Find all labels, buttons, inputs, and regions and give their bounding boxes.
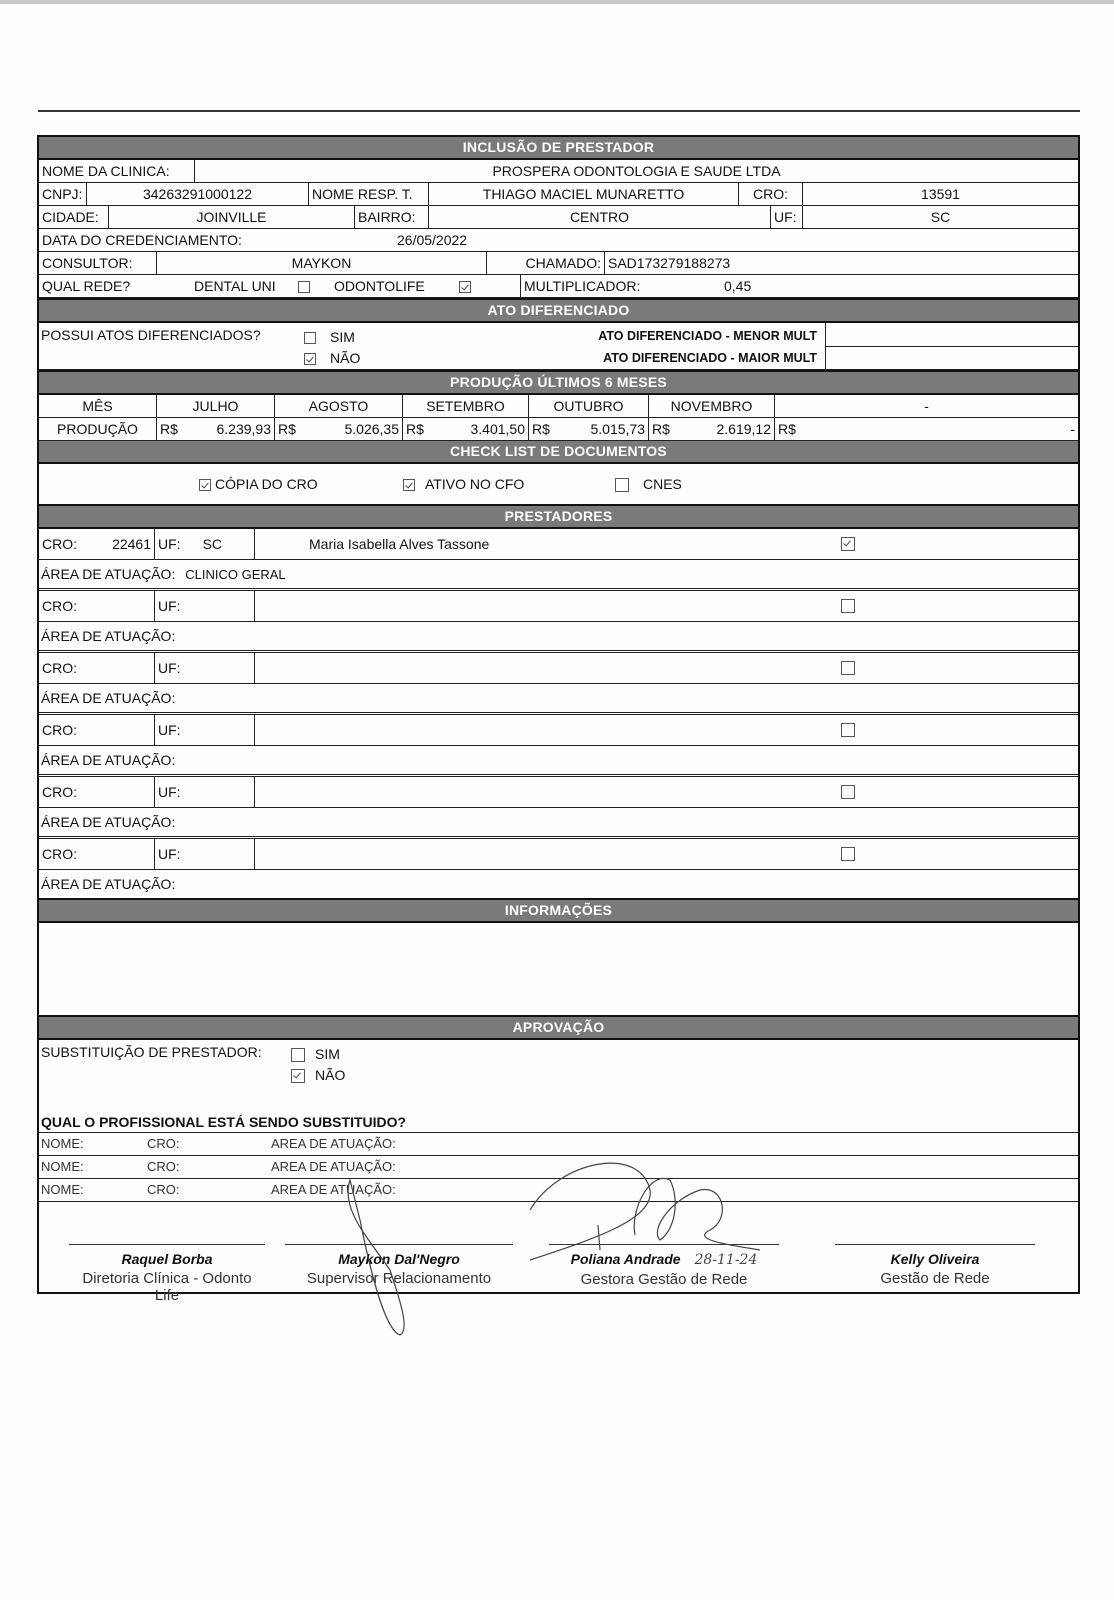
uf-label: UF: bbox=[158, 846, 181, 862]
ato-menor-label: ATO DIFERENCIADO - MENOR MULT bbox=[598, 329, 817, 343]
substituicao-section bbox=[39, 1040, 1078, 1112]
prestador-area-row bbox=[39, 684, 1078, 715]
currency: R$ bbox=[652, 421, 670, 437]
prestador-cro[interactable] bbox=[39, 653, 155, 683]
handwritten-date: 28-11-24 bbox=[694, 1252, 758, 1268]
subst-row[interactable] bbox=[39, 1133, 1078, 1156]
consultor-value[interactable]: MAYKON bbox=[157, 252, 487, 274]
clinic-value[interactable]: PROSPERA ODONTOLOGIA E SAUDE LTDA bbox=[492, 163, 781, 179]
copia-cro-checkbox[interactable] bbox=[199, 479, 211, 491]
uf-label: UF: bbox=[158, 722, 181, 738]
checklist-copia-cro[interactable] bbox=[199, 464, 318, 504]
ato-nao-label: NÃO bbox=[330, 350, 361, 366]
currency: R$ bbox=[532, 421, 550, 437]
chamado-label: CHAMADO: bbox=[487, 252, 605, 274]
signature-maykon bbox=[285, 1244, 513, 1287]
cnes-label: CNES bbox=[643, 476, 682, 492]
clinic-label: NOME DA CLINICA: bbox=[39, 160, 195, 182]
odontolife-checkbox[interactable] bbox=[459, 281, 471, 293]
sig-line bbox=[549, 1244, 779, 1245]
month-novembro: NOVEMBRO bbox=[649, 395, 775, 417]
area-value[interactable]: CLINICO GERAL bbox=[185, 567, 286, 582]
subst-question: QUAL O PROFISSIONAL ESTÁ SENDO SUBSTITUIDO? bbox=[39, 1112, 1078, 1133]
prestador-name[interactable] bbox=[255, 591, 1078, 621]
data-cred-label: DATA DO CREDENCIAMENTO: bbox=[42, 232, 242, 248]
prestador-area-row bbox=[39, 560, 1078, 591]
prestador-name[interactable] bbox=[255, 715, 1078, 745]
subst-label: SUBSTITUIÇÃO DE PRESTADOR: bbox=[41, 1044, 262, 1060]
cro-value[interactable]: 13591 bbox=[921, 186, 960, 202]
month-agosto: AGOSTO bbox=[275, 395, 403, 417]
sig-role: Supervisor Relacionamento bbox=[306, 1270, 492, 1287]
subst-cro: CRO: bbox=[147, 1136, 180, 1151]
data-cred-filler bbox=[489, 229, 1078, 251]
consultor-label: CONSULTOR: bbox=[39, 252, 157, 274]
sig-role: Diretoria Clínica - Odonto Life bbox=[82, 1270, 252, 1304]
producao-julho[interactable] bbox=[157, 418, 275, 440]
currency: R$ bbox=[278, 421, 296, 437]
prestadores-header: PRESTADORES bbox=[39, 504, 1078, 529]
subst-sim-checkbox[interactable] bbox=[291, 1048, 305, 1062]
area-label: ÁREA DE ATUAÇÃO: bbox=[41, 752, 176, 768]
subst-area: AREA DE ATUAÇÃO: bbox=[271, 1182, 396, 1197]
prestador-name[interactable] bbox=[255, 839, 1078, 869]
header-rule bbox=[38, 110, 1080, 112]
subst-nome: NOME: bbox=[41, 1136, 84, 1151]
producao-outubro[interactable] bbox=[529, 418, 649, 440]
cnpj-label: CNPJ: bbox=[39, 183, 87, 205]
prestador-uf[interactable] bbox=[155, 715, 255, 745]
consultor-row bbox=[39, 252, 1078, 275]
producao-values-row bbox=[39, 418, 1078, 441]
cnes-checkbox[interactable] bbox=[615, 478, 629, 492]
sig-name: Maykon Dal'Negro bbox=[338, 1251, 460, 1267]
prestador-cro[interactable] bbox=[39, 529, 155, 559]
area-label: ÁREA DE ATUAÇÃO: bbox=[41, 876, 176, 892]
sig-name: Raquel Borba bbox=[121, 1251, 213, 1267]
cro-label: CRO: bbox=[42, 598, 77, 614]
month-6: - bbox=[924, 398, 929, 414]
aprovacao-header: APROVAÇÃO bbox=[39, 1015, 1078, 1040]
prestador-checkbox[interactable] bbox=[841, 847, 855, 861]
ato-maior-value[interactable] bbox=[826, 347, 1078, 370]
ativo-cfo-label: ATIVO NO CFO bbox=[425, 476, 525, 492]
prestador-row bbox=[39, 777, 1078, 808]
subst-row[interactable] bbox=[39, 1179, 1078, 1202]
cro-label: CRO: bbox=[739, 183, 803, 205]
prestador-row bbox=[39, 591, 1078, 622]
data-cred-value[interactable]: 26/05/2022 bbox=[397, 232, 468, 248]
prestador-uf[interactable] bbox=[155, 591, 255, 621]
subst-row[interactable] bbox=[39, 1156, 1078, 1179]
prestadores-list bbox=[39, 529, 1078, 898]
resp-label: NOME RESP. T. bbox=[309, 183, 429, 205]
checklist-section bbox=[39, 464, 1078, 504]
value: 5.015,73 bbox=[590, 421, 645, 437]
checklist-ativo-cfo[interactable] bbox=[403, 464, 524, 504]
name-value: Maria Isabella Alves Tassone bbox=[309, 536, 490, 552]
scan-top-edge bbox=[0, 0, 1114, 4]
uf-label: UF: bbox=[158, 536, 181, 552]
ato-nao-checkbox[interactable] bbox=[304, 353, 316, 365]
prestador-area-row bbox=[39, 746, 1078, 777]
signatures bbox=[39, 1202, 1078, 1304]
subst-nao-checkbox[interactable] bbox=[291, 1069, 305, 1083]
chamado-value[interactable]: SAD173279188273 bbox=[608, 255, 731, 271]
cidade-label: CIDADE: bbox=[39, 206, 109, 228]
cidade-row bbox=[39, 206, 1078, 229]
uf-label: UF: bbox=[771, 206, 803, 228]
signature-poliana bbox=[549, 1244, 779, 1288]
subst-nao-label: NÃO bbox=[315, 1067, 346, 1083]
producao-header: PRODUÇÃO ÚLTIMOS 6 MESES bbox=[39, 370, 1078, 395]
uf-value[interactable]: SC bbox=[930, 209, 951, 225]
value: 6.239,93 bbox=[216, 421, 271, 437]
form-title: INCLUSÃO DE PRESTADOR bbox=[39, 137, 1078, 160]
multiplicador-label: MULTIPLICADOR: bbox=[524, 278, 641, 294]
cnpj-value[interactable]: 34263291000122 bbox=[87, 183, 309, 205]
inclusao-prestador-form bbox=[37, 135, 1080, 1304]
sig-role: Gestão de Rede bbox=[880, 1270, 990, 1287]
bairro-label: BAIRRO: bbox=[355, 206, 429, 228]
rede-option-odontolife[interactable] bbox=[331, 275, 521, 297]
resp-value[interactable]: THIAGO MACIEL MUNARETTO bbox=[429, 183, 739, 205]
prestador-cro[interactable] bbox=[39, 777, 155, 807]
cro-value: 22461 bbox=[112, 536, 151, 552]
prestador-name[interactable] bbox=[255, 653, 1078, 683]
ato-options bbox=[304, 323, 504, 369]
prestador-checkbox[interactable] bbox=[841, 785, 855, 799]
prestador-uf[interactable] bbox=[155, 777, 255, 807]
ato-maior-label: ATO DIFERENCIADO - MAIOR MULT bbox=[603, 351, 817, 365]
subst-cro: CRO: bbox=[147, 1182, 180, 1197]
checklist-header: CHECK LIST DE DOCUMENTOS bbox=[39, 441, 1078, 464]
signature-kelly bbox=[835, 1244, 1035, 1287]
uf-value: SC bbox=[202, 536, 223, 552]
rede-option-dental-uni[interactable] bbox=[191, 275, 331, 297]
ato-mult-labels bbox=[504, 323, 826, 369]
prestador-row bbox=[39, 529, 1078, 560]
prestador-cro[interactable] bbox=[39, 839, 155, 869]
cnpj-row bbox=[39, 183, 1078, 206]
month-outubro: OUTUBRO bbox=[529, 395, 649, 417]
prestador-row bbox=[39, 839, 1078, 870]
producao-6[interactable] bbox=[775, 418, 1078, 440]
value: 3.401,50 bbox=[470, 421, 525, 437]
prestador-cro[interactable] bbox=[39, 715, 155, 745]
rede-label: QUAL REDE? bbox=[42, 278, 131, 294]
prestador-row bbox=[39, 653, 1078, 684]
informacoes-header: INFORMAÇÕES bbox=[39, 898, 1078, 923]
ato-diferenciado-section bbox=[39, 323, 1078, 370]
odontolife-label: ODONTOLIFE bbox=[334, 278, 425, 294]
subst-area: AREA DE ATUAÇÃO: bbox=[271, 1136, 396, 1151]
area-label: ÁREA DE ATUAÇÃO: bbox=[41, 814, 176, 830]
cro-label: CRO: bbox=[42, 536, 77, 552]
subst-sim-option[interactable] bbox=[291, 1044, 345, 1065]
ato-menor-value[interactable] bbox=[826, 323, 1078, 347]
value: - bbox=[1070, 421, 1075, 437]
prestador-uf[interactable] bbox=[155, 653, 255, 683]
currency: R$ bbox=[406, 421, 424, 437]
mes-label: MÊS bbox=[39, 395, 157, 417]
ato-mult-values bbox=[826, 323, 1078, 369]
producao-agosto[interactable] bbox=[275, 418, 403, 440]
uf-label: UF: bbox=[158, 598, 181, 614]
subst-list bbox=[39, 1133, 1078, 1202]
data-cred-row bbox=[39, 229, 1078, 252]
prestador-checkbox[interactable] bbox=[841, 661, 855, 675]
sig-name: Poliana Andrade bbox=[570, 1251, 681, 1267]
ato-sim-checkbox[interactable] bbox=[304, 332, 316, 344]
area-label: ÁREA DE ATUAÇÃO: bbox=[41, 628, 176, 644]
ativo-cfo-checkbox[interactable] bbox=[403, 479, 415, 491]
ato-nao-option[interactable] bbox=[304, 348, 504, 369]
value: 5.026,35 bbox=[344, 421, 399, 437]
multiplicador-value[interactable]: 0,45 bbox=[724, 278, 752, 294]
currency: R$ bbox=[160, 421, 178, 437]
month-julho: JULHO bbox=[157, 395, 275, 417]
clinic-row bbox=[39, 160, 1078, 183]
subst-sim-label: SIM bbox=[315, 1046, 340, 1062]
prestador-checkbox[interactable] bbox=[841, 537, 855, 551]
subst-nome: NOME: bbox=[41, 1182, 84, 1197]
producao-label: PRODUÇÃO bbox=[39, 418, 157, 440]
ato-sim-label: SIM bbox=[330, 329, 355, 345]
dental-uni-label: DENTAL UNI bbox=[194, 278, 276, 294]
producao-months-row bbox=[39, 395, 1078, 418]
bairro-value[interactable]: CENTRO bbox=[429, 206, 771, 228]
cro-label: CRO: bbox=[42, 846, 77, 862]
ato-sim-option[interactable] bbox=[304, 327, 504, 348]
checklist-cnes[interactable] bbox=[615, 464, 682, 504]
prestador-checkbox[interactable] bbox=[841, 723, 855, 737]
cro-label: CRO: bbox=[42, 660, 77, 676]
cro-label: CRO: bbox=[42, 784, 77, 800]
subst-nome: NOME: bbox=[41, 1159, 84, 1174]
value: 2.619,12 bbox=[716, 421, 771, 437]
signature-raquel bbox=[69, 1244, 265, 1304]
month-setembro: SETEMBRO bbox=[403, 395, 529, 417]
producao-novembro[interactable] bbox=[649, 418, 775, 440]
uf-label: UF: bbox=[158, 784, 181, 800]
cro-label: CRO: bbox=[42, 722, 77, 738]
ato-question: POSSUI ATOS DIFERENCIADOS? bbox=[41, 327, 261, 343]
copia-cro-label: CÓPIA DO CRO bbox=[215, 476, 318, 492]
producao-setembro[interactable] bbox=[403, 418, 529, 440]
area-label: ÁREA DE ATUAÇÃO: bbox=[41, 566, 176, 582]
subst-nao-option[interactable] bbox=[291, 1065, 345, 1086]
subst-cro: CRO: bbox=[147, 1159, 180, 1174]
prestador-name[interactable] bbox=[255, 529, 1078, 559]
dental-uni-checkbox[interactable] bbox=[298, 281, 310, 293]
prestador-name[interactable] bbox=[255, 777, 1078, 807]
sig-name: Kelly Oliveira bbox=[890, 1251, 980, 1267]
uf-label: UF: bbox=[158, 660, 181, 676]
ato-diferenciado-header: ATO DIFERENCIADO bbox=[39, 298, 1078, 323]
sig-name-row bbox=[549, 1251, 779, 1268]
currency: R$ bbox=[778, 421, 796, 437]
subst-options bbox=[291, 1044, 345, 1086]
sig-line bbox=[835, 1244, 1035, 1245]
cidade-value[interactable]: JOINVILLE bbox=[109, 206, 355, 228]
prestador-cro[interactable] bbox=[39, 591, 155, 621]
prestador-row bbox=[39, 715, 1078, 746]
prestador-uf[interactable] bbox=[155, 839, 255, 869]
area-label: ÁREA DE ATUAÇÃO: bbox=[41, 690, 176, 706]
sig-line bbox=[285, 1244, 513, 1245]
prestador-area-row bbox=[39, 808, 1078, 839]
sig-role: Gestora Gestão de Rede bbox=[580, 1271, 748, 1288]
prestador-area-row bbox=[39, 870, 1078, 898]
informacoes-box[interactable] bbox=[39, 923, 1078, 1015]
prestador-area-row bbox=[39, 622, 1078, 653]
prestador-uf[interactable] bbox=[155, 529, 255, 559]
prestador-checkbox[interactable] bbox=[841, 599, 855, 613]
sig-line bbox=[69, 1244, 265, 1245]
subst-area: AREA DE ATUAÇÃO: bbox=[271, 1159, 396, 1174]
rede-row bbox=[39, 275, 1078, 298]
